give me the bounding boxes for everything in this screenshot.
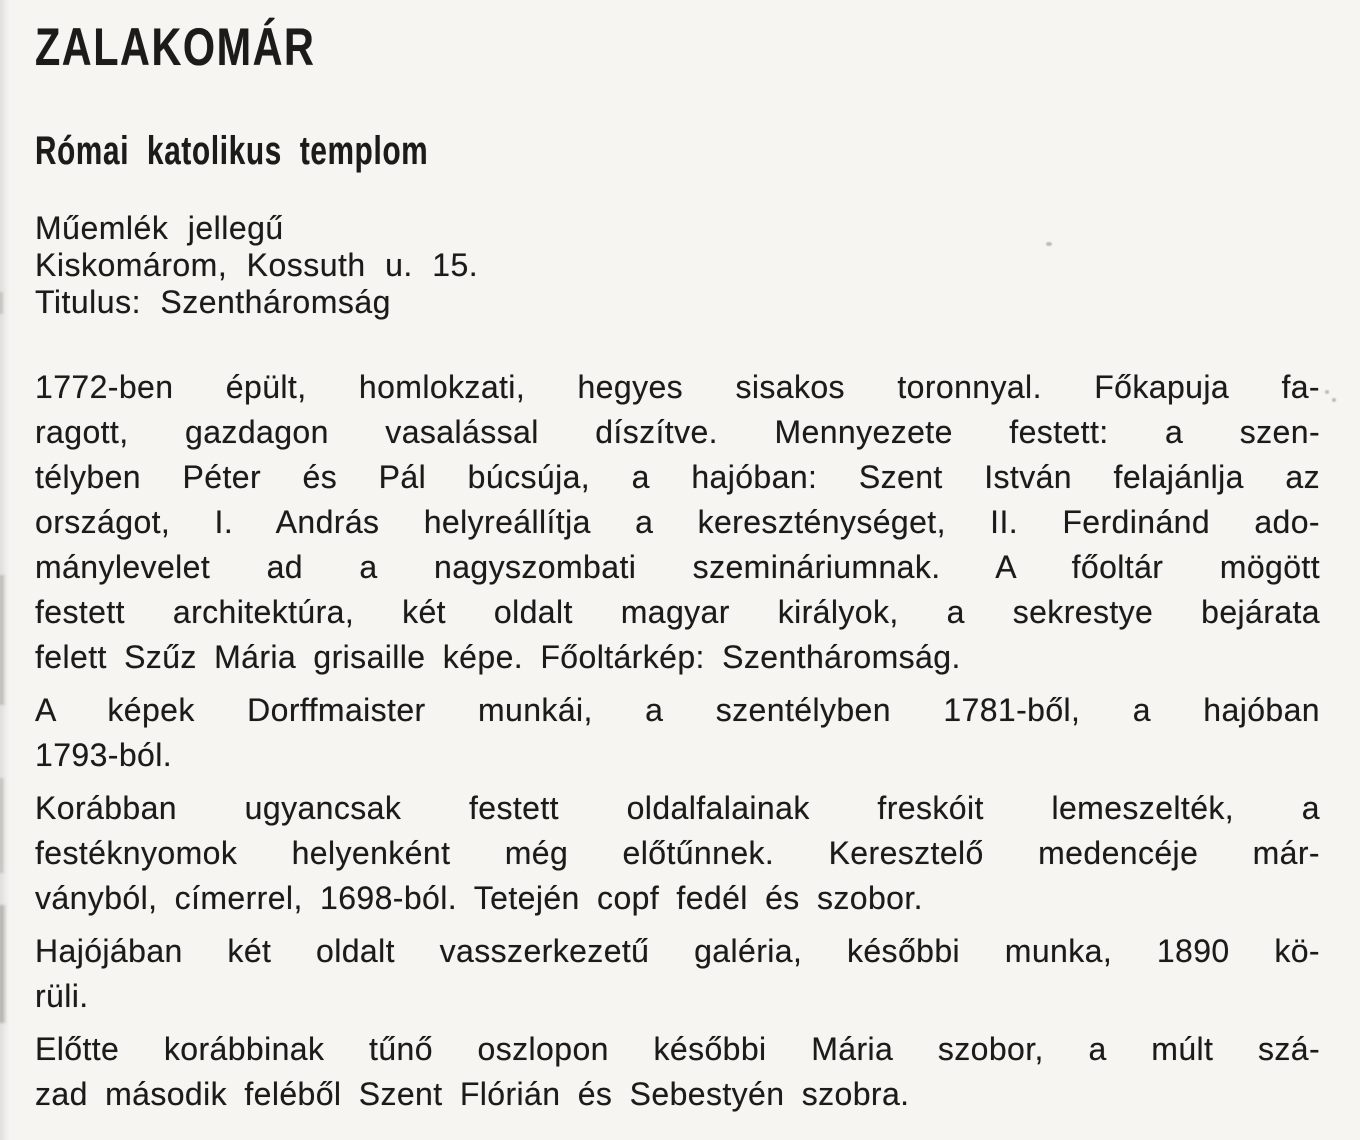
body-paragraph-5	[35, 1027, 1320, 1117]
text-line: festett architektúra, két oldalt magyar királyok, a sekrestye bejárata	[35, 594, 1320, 630]
text-line: rüli.	[35, 978, 89, 1014]
section-subtitle-text: Római katolikus templom	[35, 129, 429, 173]
text-line: festéknyomok helyenként még előtűnnek. Keresztelő medencéje már-	[35, 835, 1320, 871]
text-line: Korábban ugyancsak festett oldalfalainak freskóit lemeszelték, a	[35, 790, 1320, 826]
page-title-text: ZALAKOMÁR	[35, 18, 316, 77]
scan-smudge	[0, 292, 4, 314]
text-line: mánylevelet ad a nagyszombati szemináriumnak. A főoltár mögött	[35, 549, 1320, 585]
scan-speck	[1325, 390, 1329, 394]
scan-smudge	[0, 905, 7, 1023]
scan-edge-shadow	[0, 0, 10, 1140]
body-paragraph-3	[35, 786, 1320, 921]
text-line: ványból, címerrel, 1698-ból. Tetején copf fedél és szobor.	[35, 880, 923, 916]
text-line: A képek Dorffmaister munkái, a szentélyben 1781-ből, a hajóban	[35, 692, 1320, 728]
text-line: Előtte korábbinak tűnő oszlopon későbbi Mária szobor, a múlt szá-	[35, 1031, 1320, 1067]
text-line: 1772-ben épült, homlokzati, hegyes sisakos toronnyal. Főkapuja fa-	[35, 369, 1320, 405]
text-line: télyben Péter és Pál búcsúja, a hajóban: Szent István felajánlja az	[35, 459, 1320, 495]
body-paragraph-4	[35, 929, 1320, 1019]
text-line: felett Szűz Mária grisaille képe. Főoltárkép: Szentháromság.	[35, 639, 961, 675]
section-subtitle	[35, 128, 1320, 174]
text-line: Hajójában két oldalt vasszerkezetű galéria, későbbi munka, 1890 kö-	[35, 933, 1320, 969]
page-title	[35, 18, 1320, 77]
monument-address: Kiskomárom, Kossuth u. 15.	[35, 247, 479, 283]
monument-status: Műemlék jellegű	[35, 210, 284, 246]
text-line: ragott, gazdagon vasalással díszítve. Mennyezete festett: a szen-	[35, 414, 1320, 450]
text-line: zad második feléből Szent Flórián és Sebestyén szobra.	[35, 1076, 910, 1112]
scan-smudge	[0, 778, 5, 873]
text-line: 1793-ból.	[35, 737, 173, 773]
text-line: országot, I. András helyreállítja a kereszténységet, II. Ferdinánd ado-	[35, 504, 1320, 540]
scan-smudge	[0, 575, 6, 705]
monument-titulus: Titulus: Szentháromság	[35, 284, 391, 320]
body-paragraph-1	[35, 365, 1320, 680]
description-text	[35, 365, 1320, 1117]
body-paragraph-2	[35, 688, 1320, 778]
scan-speck	[1332, 398, 1336, 402]
monument-info	[35, 210, 1320, 321]
